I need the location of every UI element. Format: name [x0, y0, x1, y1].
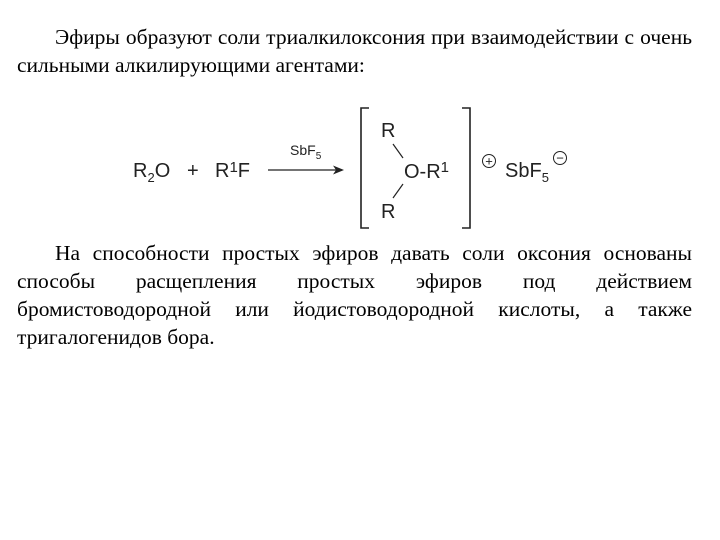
intro-paragraph: Эфиры образуют соли триалкилоксония при взаимодействии с очень сильными алкилирующими агентами: [17, 25, 692, 77]
reaction-scheme [0, 100, 720, 240]
reaction-arrow [268, 166, 344, 175]
counter-anion: SbF$_5$ [505, 160, 549, 185]
negative-charge-icon [554, 151, 567, 166]
bond-bottom [393, 184, 403, 198]
alkyl-bottom: R [381, 201, 396, 223]
alkyl-top: R [381, 120, 396, 142]
reactant-2: $R^1F$ [215, 159, 251, 182]
oxonium-center: $O-R^1$ [404, 159, 450, 183]
right-bracket [462, 108, 470, 228]
catalyst-label: SbF$_5$ [290, 142, 322, 162]
cleavage-paragraph: На способности простых эфиров давать соли оксония основаны способы расщепления простых эфиров под действием бромистоводородной или йодистоводородной кислоты, а также тригалогенидов бора. [17, 241, 692, 349]
svg-text:−: − [556, 150, 564, 166]
plus-sign: + [187, 160, 199, 182]
positive-charge-icon [483, 154, 496, 169]
left-bracket [361, 108, 369, 228]
bond-top [393, 144, 403, 158]
reactant-1: $R_2O$ [133, 160, 171, 185]
svg-text:+: + [485, 153, 493, 169]
